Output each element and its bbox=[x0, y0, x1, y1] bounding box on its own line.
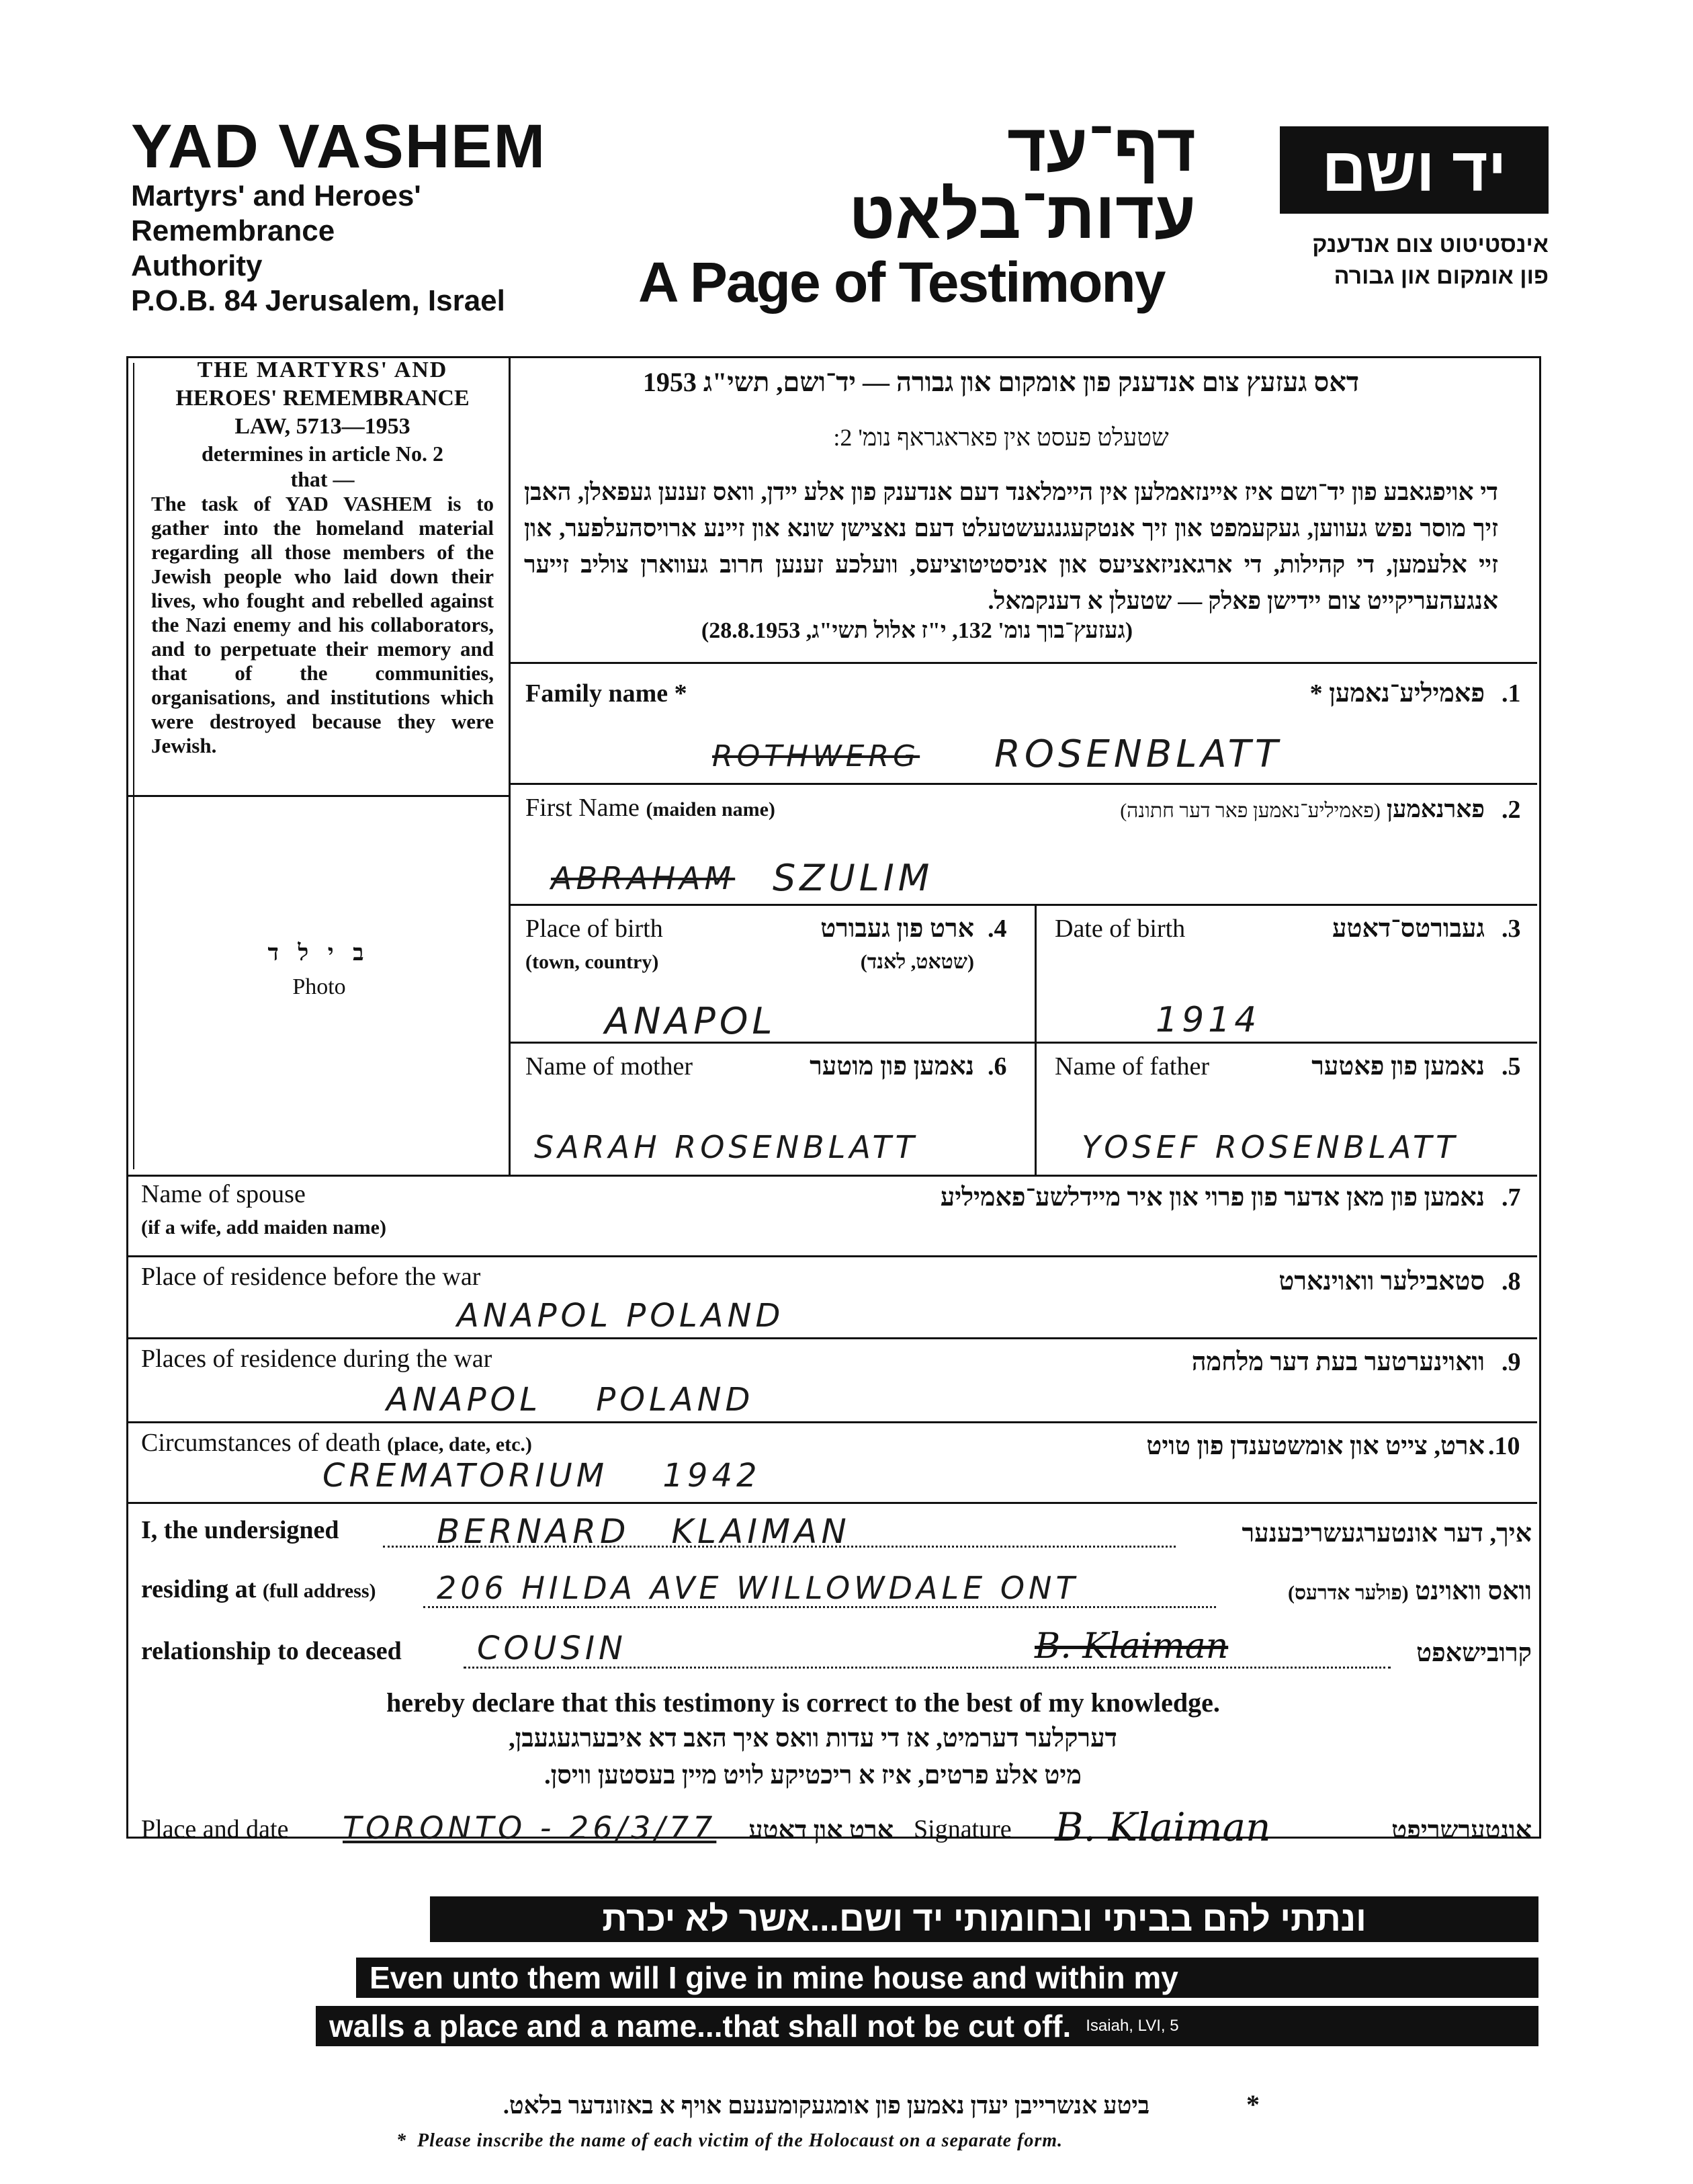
residing-value: 206 HILDA AVE WILLOWDALE ONT bbox=[437, 1570, 1079, 1606]
banner-line-1-bar bbox=[356, 1958, 1538, 1998]
yiddish-law-line-2: שטעלט פעסט אין פאראגראף נומ' 2: bbox=[833, 424, 1169, 451]
place-of-birth-label-yi: ארט פון געבורט bbox=[820, 915, 974, 943]
signature-label: Signature bbox=[914, 1815, 1012, 1843]
residing-label-text: residing at bbox=[141, 1575, 257, 1603]
law-photo-divider bbox=[126, 795, 509, 797]
yiddish-law-line-1: דאס געזעץ צום אנדענק פון אומקום און גבורה — יד־ושם, תשי"ג 1953 bbox=[642, 367, 1360, 397]
residence-before-war-label-yi: סטאבילער וואוינארט bbox=[1278, 1267, 1485, 1296]
first-name-value: SZULIM bbox=[773, 857, 934, 899]
mother-name-value: SARAH ROSENBLATT bbox=[534, 1129, 918, 1165]
law-text: The task of YAD VASHEM is to gather into the homeland material regarding all those members of the Jewish people who laid down their lives, who fought and rebelled against the Nazi enemy and his collaborators, and to perpetuate their memory and that of the communities, organisations, and institutions which were destroyed because they were Jewish. bbox=[151, 492, 494, 757]
circumstances-label-note: (place, date, etc.) bbox=[387, 1433, 532, 1456]
residing-label bbox=[141, 1574, 376, 1604]
place-of-birth-note: (town, country) bbox=[525, 951, 659, 973]
residing-label-yi-text: וואס וואוינט bbox=[1415, 1577, 1532, 1605]
family-name-struck: ROTHWERG bbox=[712, 739, 920, 773]
divider-f1-f2 bbox=[509, 783, 1537, 785]
divider-f10-decl bbox=[126, 1502, 1537, 1504]
divider-law-f1 bbox=[509, 662, 1537, 664]
photo-label: Photo bbox=[292, 974, 346, 999]
divider-f4-f3 bbox=[1035, 904, 1037, 1175]
footer-english-text: Please inscribe the name of each victim of the Holocaust on a separate form. bbox=[417, 2130, 1063, 2151]
family-name-label-yi: פאמיליע־נאמען * bbox=[1309, 679, 1485, 708]
yiddish-law-footnote: (געזעץ־בוך נומ' 132, י"ז אלול תשי"ג, 28.8.1953) bbox=[701, 618, 1133, 643]
org-address: P.O.B. 84 Jerusalem, Israel bbox=[131, 284, 505, 317]
place-of-birth-value: ANAPOL bbox=[605, 1000, 777, 1042]
family-name-value: ROSENBLATT bbox=[994, 732, 1283, 776]
photo-yiddish: ב י ל ד bbox=[267, 941, 371, 966]
law-line-2: HEROES' REMEMBRANCE bbox=[175, 386, 470, 411]
father-name-num: .5 bbox=[1502, 1052, 1521, 1081]
divider-f7-f8 bbox=[126, 1255, 1537, 1257]
spouse-num: .7 bbox=[1502, 1183, 1521, 1212]
circumstances-value: CREMATORIUM 1942 bbox=[322, 1457, 761, 1495]
signature-label-yi: אונטערשריפט bbox=[1391, 1816, 1532, 1845]
page-title: A Page of Testimony bbox=[638, 251, 1165, 314]
org-line-3: Authority bbox=[131, 249, 263, 282]
first-name-label-yi bbox=[927, 795, 1485, 823]
relationship-label-yi: קרובישאפט bbox=[1416, 1639, 1532, 1667]
place-of-birth-note-yi: (שטאט, לאנד) bbox=[860, 951, 974, 973]
father-name-label-yi: נאמען פון פאטער bbox=[1311, 1052, 1485, 1081]
spouse-label-yi: נאמען פון מאן אדער פון פרוי און איר מיידלשע־פאמיליע bbox=[940, 1183, 1485, 1212]
first-name-label-yi-text: פארנאמען bbox=[1386, 796, 1485, 823]
law-line-1: THE MARTYRS' AND bbox=[197, 358, 448, 382]
footer-english bbox=[396, 2130, 1063, 2152]
residing-label-note: (full address) bbox=[262, 1580, 376, 1602]
first-name-num: .2 bbox=[1502, 796, 1521, 824]
banner-citation: Isaiah, LVI, 5 bbox=[1086, 2017, 1179, 2035]
banner-line-2: walls a place and a name...that shall not be cut off. bbox=[329, 2009, 1072, 2044]
logo-sub-1: אינסטיטוט צום אנדענק bbox=[1312, 232, 1549, 257]
mother-name-label-yi: נאמען פון מוטער bbox=[810, 1052, 974, 1081]
date-of-birth-num: .3 bbox=[1502, 915, 1521, 943]
circumstances-num: .10 bbox=[1488, 1432, 1520, 1460]
logo-sub-2: פון אומקום און גבורה bbox=[1334, 263, 1549, 289]
place-date-label-yi: ארט און דאטע bbox=[748, 1816, 894, 1845]
residing-label-yi-note: (פולער אדרעס) bbox=[1287, 1582, 1409, 1604]
yiddish-title-2: עדות־בלאט bbox=[849, 177, 1196, 253]
father-name-value: YOSEF ROSENBLATT bbox=[1082, 1129, 1459, 1165]
photo-area bbox=[138, 941, 501, 1000]
relationship-value: COUSIN bbox=[477, 1630, 627, 1667]
undersigned-label: I, the undersigned bbox=[141, 1516, 339, 1544]
divider-f8-f9 bbox=[126, 1337, 1537, 1339]
banner-hebrew-bar bbox=[430, 1896, 1538, 1942]
undersigned-value: BERNARD KLAIMAN bbox=[437, 1512, 851, 1551]
declaration-statement-yi-1: דערקלער דערמיט, אז די עדות וואס איך האב דא איבערגעגעבן, bbox=[509, 1724, 1117, 1753]
date-of-birth-label: Date of birth bbox=[1055, 915, 1186, 943]
banner-line-2-bar bbox=[316, 2006, 1538, 2046]
residence-before-war-label: Place of residence before the war bbox=[141, 1263, 481, 1291]
place-of-birth-label: Place of birth bbox=[525, 915, 663, 943]
yiddish-title-1: דף־עד bbox=[1006, 110, 1196, 185]
footer-english-asterisk: * bbox=[396, 2130, 417, 2151]
law-line-3: LAW, 5713—1953 bbox=[234, 414, 410, 439]
law-line-4: determines in article No. 2 bbox=[202, 442, 443, 466]
residing-label-yi bbox=[1216, 1577, 1532, 1606]
divider-f9-f10 bbox=[126, 1421, 1537, 1423]
place-date-label: Place and date bbox=[141, 1815, 289, 1843]
signature-value: B. Klaiman bbox=[1055, 1804, 1271, 1850]
left-column-divider bbox=[509, 356, 511, 1175]
org-line-2: Remembrance bbox=[131, 214, 335, 247]
first-name-label-text: First Name bbox=[525, 794, 640, 822]
residence-before-war-value: ANAPOL POLAND bbox=[457, 1297, 785, 1335]
org-block bbox=[131, 114, 561, 319]
residence-during-war-value: ANAPOL POLAND bbox=[386, 1381, 754, 1419]
circumstances-label bbox=[141, 1428, 532, 1458]
logo-text: יד ושם bbox=[1321, 135, 1507, 204]
date-of-birth-label-yi: געבורטס־דאטע bbox=[1332, 915, 1485, 943]
declaration-statement: hereby declare that this testimony is correct to the best of my knowledge. bbox=[386, 1687, 1220, 1718]
residing-line bbox=[423, 1606, 1216, 1608]
mother-name-num: .6 bbox=[988, 1052, 1007, 1081]
footer-asterisk: * bbox=[1246, 2089, 1260, 2119]
divider-f2-f3 bbox=[509, 904, 1537, 906]
mother-name-label: Name of mother bbox=[525, 1052, 693, 1081]
yiddish-law-body: די אויפגאבע פון יד־ושם איז איינזאמלען אין היימלאנד דעם אנדענק פון אלע יידן, וואס זענען געפאלן, האבן זיך מוסר נפש געווען, געקעמפט און זיך אנטקעגנגעשטעלט דעם נאצישן שונא און זיינע ארויסהעלפער, און זיי אלעמען, די קהילות, די ארגאניזאציעס און אניסטיטוציעס, וועלכע זענען חרוב געווארן צוליב זייער אנגעהעריקייט צום יידישן פאלק — שטעלן א דענקמאל. bbox=[524, 478, 1498, 614]
spouse-note: (if a wife, add maiden name) bbox=[141, 1216, 386, 1238]
family-name-label: Family name * bbox=[525, 679, 687, 708]
law-box bbox=[151, 356, 494, 758]
spouse-label: Name of spouse bbox=[141, 1180, 306, 1208]
footer-yiddish: ביטע אנשרייבן יעדן נאמען פון אומגעקומענעם אויף א באזונדער בלאט. bbox=[503, 2092, 1150, 2119]
first-name-label-note: (maiden name) bbox=[646, 798, 775, 821]
place-date-value: TORONTO - 26/3/77 bbox=[343, 1810, 717, 1846]
relationship-signature: B. Klaiman bbox=[1035, 1626, 1229, 1667]
divider-f5-f7 bbox=[126, 1175, 1537, 1177]
first-name-struck: ABRAHAM bbox=[551, 860, 736, 896]
residence-during-war-num: .9 bbox=[1502, 1348, 1521, 1376]
family-name-num: .1 bbox=[1502, 679, 1521, 708]
circumstances-label-yi: ארט, צייט און אומשטענדן פון טויט bbox=[1146, 1432, 1485, 1460]
yad-vashem-logo bbox=[1280, 126, 1549, 214]
law-line-5: that — bbox=[290, 467, 355, 491]
date-of-birth-value: 1914 bbox=[1156, 1000, 1261, 1040]
residence-before-war-num: .8 bbox=[1502, 1267, 1521, 1296]
left-inner-line bbox=[133, 363, 134, 1169]
org-line-1: Martyrs' and Heroes' bbox=[131, 179, 421, 212]
banner-hebrew: ונתתי להם בביתי ובחומותי יד ושם...אשר לא יכרת bbox=[602, 1900, 1366, 1939]
undersigned-label-yi: איך, דער אונטערגעשריבענער bbox=[1242, 1519, 1532, 1548]
first-name-label-yi-note: (פאמיליע־נאמען פאר דער חתונה) bbox=[1120, 800, 1381, 822]
relationship-label: relationship to deceased bbox=[141, 1637, 402, 1665]
declaration-statement-yi-2: מיט אלע פרטים, איז א ריכטיקע לויט מיין בעסטען וויסן. bbox=[544, 1761, 1082, 1790]
residence-during-war-label-yi: וואוינערטער בעת דער מלחמה bbox=[1191, 1348, 1485, 1376]
circumstances-label-text: Circumstances of death bbox=[141, 1429, 381, 1457]
banner-line-1: Even unto them will I give in mine house and within my bbox=[370, 1960, 1178, 1995]
father-name-label: Name of father bbox=[1055, 1052, 1209, 1081]
place-of-birth-num: .4 bbox=[988, 915, 1007, 943]
residence-during-war-label: Places of residence during the war bbox=[141, 1345, 492, 1373]
first-name-label bbox=[525, 793, 775, 823]
org-name: YAD VASHEM bbox=[131, 112, 547, 181]
